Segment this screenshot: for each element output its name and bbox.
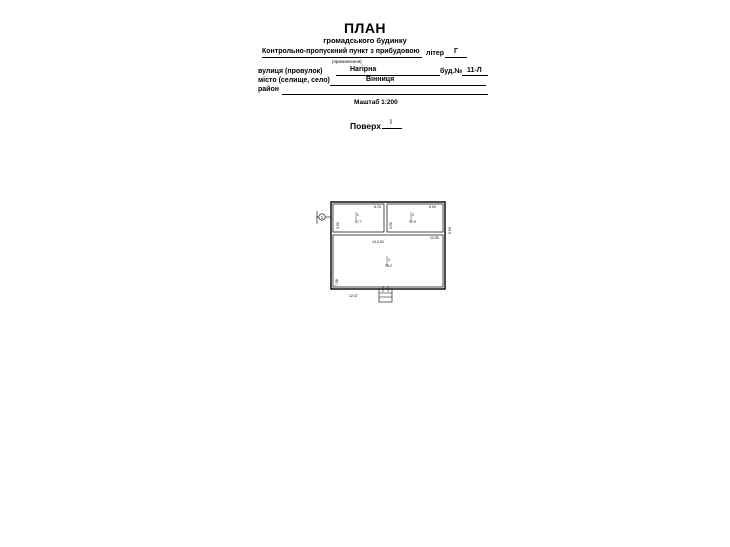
document-title: ПЛАН [343,20,387,36]
dim-mid: 3.90 [389,222,393,229]
room-2-dim: 5.04 [429,205,436,209]
dim-right-outer: 5.60 [448,227,452,234]
street-label: вулиця (провулок) [258,68,323,75]
outer-wall [331,202,445,289]
scale-label: Маштаб 1:200 [354,99,398,106]
building-value: 11-Л [467,67,482,74]
room-3-dim: 14.3.00 [372,240,384,244]
dim-left-upper: 3.90 [336,222,340,229]
floor-value: I [390,119,392,126]
building-label: буд.№ [440,68,463,75]
room-1-area: 17.7 [355,220,362,224]
room-3-area: 76.2 [385,264,392,268]
dim-right-inner: 12.09 [430,236,439,240]
purpose-value: Контрольно-пропускний пункт з прибудовою [262,48,420,55]
liter-label: літер [426,50,444,57]
room-1-number: 1 [357,213,359,217]
liter-value: Г [454,48,458,55]
document-subtitle: громадського будинку [323,36,407,45]
room-2-number: 2 [412,213,414,217]
entrance-mark-label: 1 [320,214,324,220]
floor-label: Поверх [350,121,381,131]
dim-bottom: 12.47 [349,294,358,298]
room-2-area: 17.9 [409,220,416,224]
city-value: Вінниця [366,76,395,83]
purpose-caption: (призначення) [332,59,362,64]
room-1-dim: 6.76 [374,205,381,209]
street-value: Нагірна [350,66,377,73]
city-label: місто (селище, село) [258,77,330,84]
entrance-steps [379,289,392,302]
district-label: район [258,86,279,93]
dim-left-lower: 7.98 [335,279,339,286]
room-3-number: 3 [388,258,390,262]
